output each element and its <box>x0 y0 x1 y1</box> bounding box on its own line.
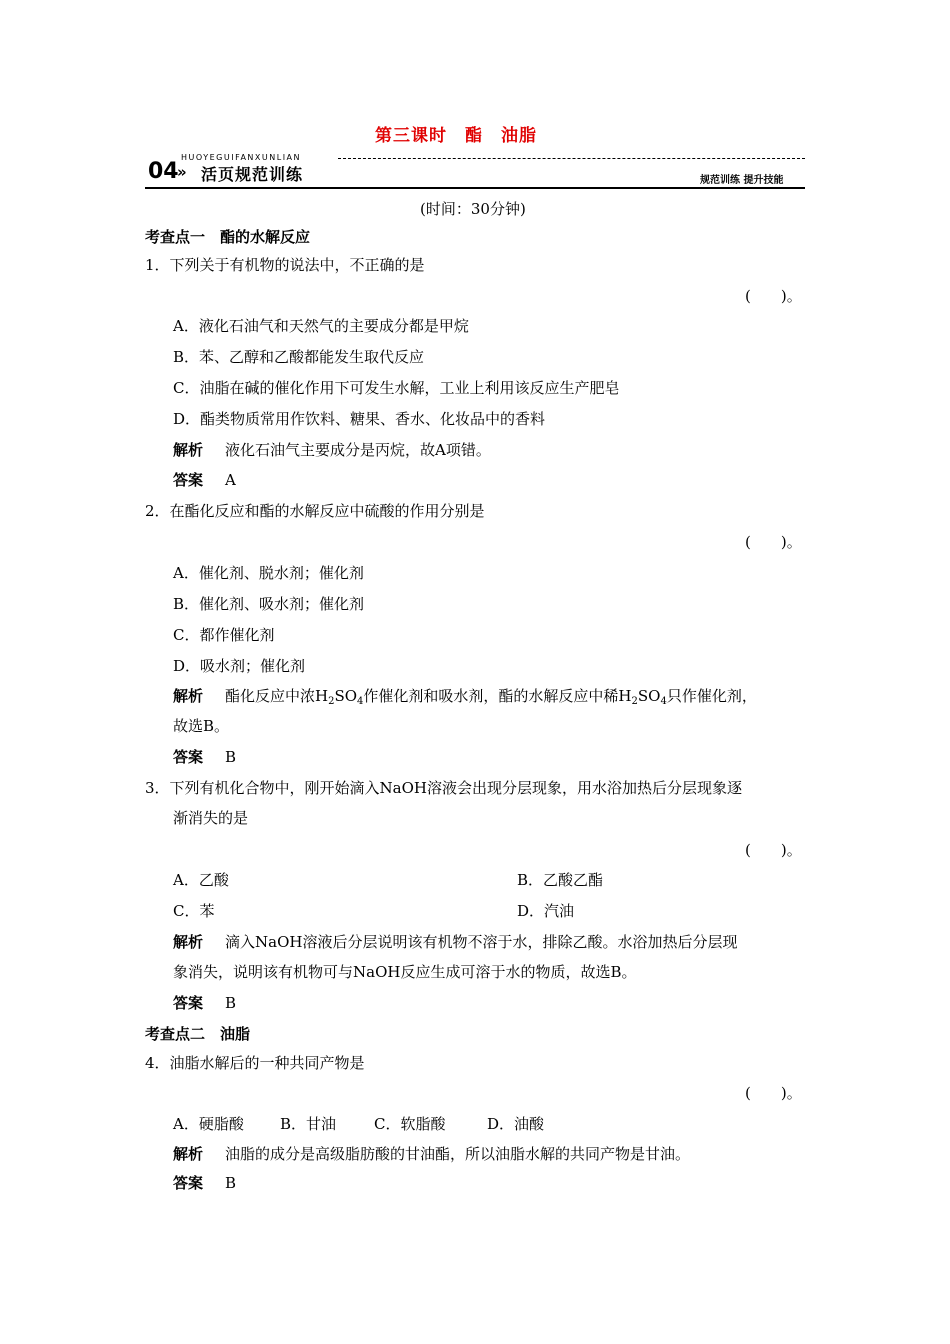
section-heading: 考查点二 油脂 <box>145 1025 251 1043</box>
answer-value: B <box>225 994 237 1012</box>
banner-dashed-rule <box>338 158 805 159</box>
option-d: D．酯类物质常用作饮料、糖果、香水、化妆品中的香料 <box>173 410 546 428</box>
option-d: D．汽油 <box>517 902 575 920</box>
answer-value: A <box>225 471 236 489</box>
question-stem: 4．油脂水解后的一种共同产物是 <box>145 1054 365 1072</box>
time-limit: (时间：30分钟) <box>420 200 526 218</box>
banner-slogan: 规范训练 提升技能 <box>700 175 784 186</box>
option-c: C．都作催化剂 <box>173 626 275 644</box>
option-a: A．乙酸 <box>173 871 229 889</box>
analysis-label: 解析 <box>173 687 204 705</box>
answer-label: 答案 <box>173 748 204 766</box>
option-c: C．软脂酸 <box>374 1115 446 1133</box>
question-stem: 3．下列有机化合物中，刚开始滴入NaOH溶液会出现分层现象，用水浴加热后分层现象逐 <box>145 779 742 797</box>
analysis-text-cont: 故选B。 <box>173 717 230 735</box>
analysis-text-cont: 象消失，说明该有机物可与NaOH反应生成可溶于水的物质，故选B。 <box>173 963 637 981</box>
double-chevron-icon: » <box>177 163 187 181</box>
answer-label: 答案 <box>173 471 204 489</box>
option-b: B．乙酸乙酯 <box>517 871 604 889</box>
analysis-label: 解析 <box>173 933 204 951</box>
option-d: D．油酸 <box>487 1115 545 1133</box>
option-c: C．苯 <box>173 902 215 920</box>
answer-blank: ( )。 <box>745 533 802 551</box>
answer-label: 答案 <box>173 1174 204 1192</box>
answer-blank: ( )。 <box>745 841 802 859</box>
banner-subtitle: HUOYEGUIFANXUNLIAN <box>181 153 302 162</box>
option-a: A．催化剂、脱水剂；催化剂 <box>173 564 364 582</box>
analysis-text: 液化石油气主要成分是丙烷，故A项错。 <box>225 441 491 459</box>
question-stem-cont: 渐消失的是 <box>173 809 249 827</box>
answer-value: B <box>225 1174 237 1192</box>
analysis-text: 滴入NaOH溶液后分层说明该有机物不溶于水，排除乙酸。水浴加热后分层现 <box>225 933 738 951</box>
option-b: B．苯、乙醇和乙酸都能发生取代反应 <box>173 348 425 366</box>
question-stem: 1．下列关于有机物的说法中，不正确的是 <box>145 256 425 274</box>
option-b: B．催化剂、吸水剂；催化剂 <box>173 595 365 613</box>
answer-value: B <box>225 748 237 766</box>
option-a: A．硬脂酸 <box>173 1115 244 1133</box>
option-d: D．吸水剂；催化剂 <box>173 657 306 675</box>
banner-number: 04 <box>148 159 179 184</box>
answer-blank: ( )。 <box>745 1084 802 1102</box>
analysis-label: 解析 <box>173 441 204 459</box>
option-c: C．油脂在碱的催化作用下可发生水解，工业上利用该反应生产肥皂 <box>173 379 620 397</box>
answer-blank: ( )。 <box>745 287 802 305</box>
analysis-text: 油脂的成分是高级脂肪酸的甘油酯，所以油脂水解的共同产物是甘油。 <box>225 1145 691 1163</box>
section-heading: 考查点一 酯的水解反应 <box>145 228 311 246</box>
banner-rule <box>145 187 805 189</box>
question-stem: 2．在酯化反应和酯的水解反应中硫酸的作用分别是 <box>145 502 485 520</box>
banner-title: 活页规范训练 <box>201 165 304 184</box>
option-b: B．甘油 <box>280 1115 337 1133</box>
option-a: A．液化石油气和天然气的主要成分都是甲烷 <box>173 317 469 335</box>
analysis-label: 解析 <box>173 1145 204 1163</box>
page-title: 第三课时 酯 油脂 <box>375 126 537 146</box>
analysis-text: 酯化反应中浓$H_2SO_4$作催化剂和吸水剂，酯的水解反应中稀$H_2SO_4$只作催化剂， <box>225 687 757 707</box>
answer-label: 答案 <box>173 994 204 1012</box>
